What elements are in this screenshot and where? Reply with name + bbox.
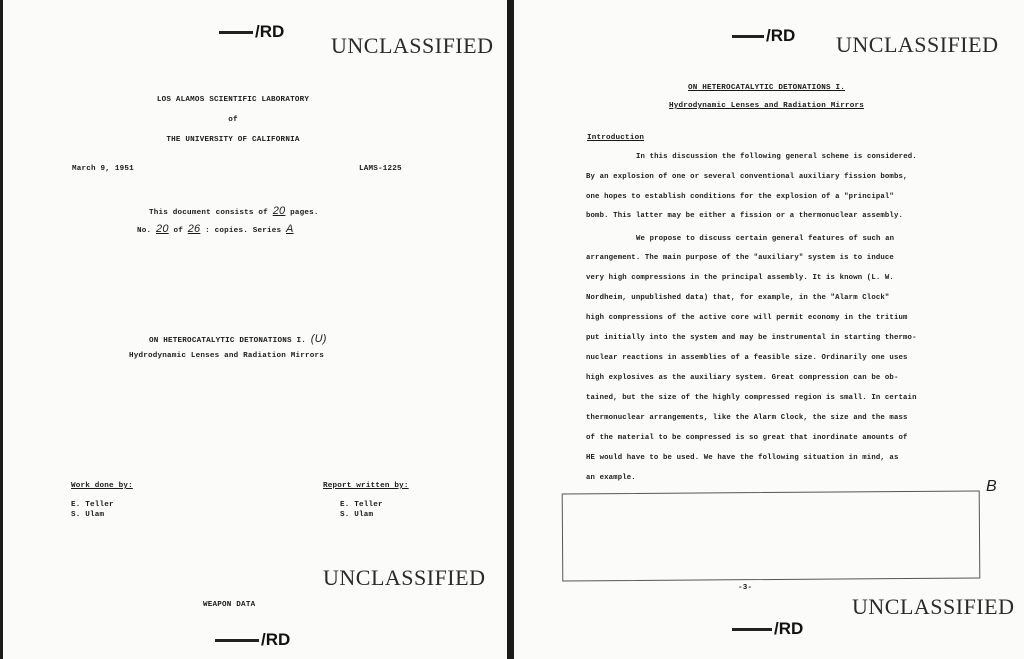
body-line: arrangement. The main purpose of the "auxiliary" system is to induce: [586, 254, 894, 262]
work-done-name: S. Ulam: [71, 511, 105, 519]
report-written-name: S. Ulam: [340, 511, 374, 519]
body-line: tained, but the size of the highly compressed region is small. In certain: [586, 394, 917, 402]
body-line: Nordheim, unpublished data) that, for example, in the "Alarm Clock": [586, 294, 890, 302]
rd-marking-bottom: /RD: [732, 619, 803, 639]
report-number: LAMS-1225: [359, 165, 402, 173]
weapon-data-label: WEAPON DATA: [203, 601, 256, 609]
body-line: In this discussion the following general scheme is considered.: [636, 153, 917, 161]
body-line: of the material to be compressed is so great that inordinate amounts of: [586, 434, 908, 442]
strikethrough-mark: [219, 31, 253, 34]
work-done-name: E. Teller: [71, 501, 114, 509]
title-page: [3, 0, 507, 659]
strikethrough-mark: [732, 35, 764, 38]
rd-marking-top: /RD: [219, 22, 284, 42]
rd-marking-top: /RD: [732, 26, 795, 46]
margin-mark: B: [986, 478, 997, 495]
strikethrough-mark: [732, 628, 772, 631]
unclassified-stamp-top: UNCLASSIFIED: [331, 33, 494, 58]
page-title: ON HETEROCATALYTIC DETONATIONS I.: [688, 84, 845, 92]
body-line: thermonuclear arrangements, like the Alarm Clock, the size and the mass: [586, 414, 908, 422]
work-done-label: Work done by:: [71, 482, 133, 490]
figure-placeholder-box: [562, 491, 981, 582]
page-number: -3-: [738, 584, 753, 592]
unclassified-stamp-bottom: UNCLASSIFIED: [323, 565, 486, 590]
copy-total-value: 26: [187, 223, 201, 235]
series-value: A: [286, 223, 294, 235]
body-line: By an explosion of one or several conventional auxiliary fission bombs,: [586, 173, 908, 181]
page-count-line: This document consists of 20 pages.: [149, 205, 319, 217]
body-line: bomb. This latter may be either a fission or a thermonuclear assembly.: [586, 212, 904, 220]
body-line: nuclear reactions in assemblies of a feasible size. Ordinarily one uses: [586, 354, 908, 362]
university-name: THE UNIVERSITY OF CALIFORNIA: [166, 136, 300, 144]
document-title: ON HETEROCATALYTIC DETONATIONS I. (U): [149, 333, 327, 345]
report-date: March 9, 1951: [72, 165, 134, 173]
page-subtitle: Hydrodynamic Lenses and Radiation Mirrors: [668, 102, 865, 110]
body-line: very high compressions in the principal assembly. It is known (L. W.: [586, 274, 894, 282]
section-heading: Introduction: [587, 134, 645, 142]
handwritten-classification: (U): [310, 333, 327, 345]
unclassified-stamp-bottom: UNCLASSIFIED: [852, 594, 1015, 619]
copy-number-value: 20: [156, 223, 169, 235]
strikethrough-mark: [215, 639, 259, 642]
body-line: one hopes to establish conditions for the explosion of a "principal": [586, 193, 894, 201]
report-written-label: Report written by:: [323, 482, 409, 490]
body-line: an example.: [586, 474, 636, 482]
body-line: high compressions of the active core will permit economy in the tritium: [586, 314, 908, 322]
body-line: high explosives as the auxiliary system. Great compression can be ob-: [586, 374, 899, 382]
unclassified-stamp-top: UNCLASSIFIED: [836, 32, 999, 57]
document-subtitle: Hydrodynamic Lenses and Radiation Mirrors: [129, 352, 325, 360]
copy-number-line: No. 20 of 26 : copies. Series A: [137, 223, 294, 235]
page-count-value: 20: [272, 205, 286, 217]
report-written-name: E. Teller: [340, 501, 383, 509]
introduction-page: [514, 0, 1024, 659]
body-line: put initially into the system and may be instrumental in starting thermo-: [586, 334, 917, 342]
body-line: We propose to discuss certain general features of such an: [636, 235, 895, 243]
institution-of: of: [228, 116, 238, 124]
rd-marking-bottom: /RD: [215, 630, 290, 650]
institution-name: LOS ALAMOS SCIENTIFIC LABORATORY: [156, 96, 310, 104]
body-line: HE would have to be used. We have the following situation in mind, as: [586, 454, 899, 462]
